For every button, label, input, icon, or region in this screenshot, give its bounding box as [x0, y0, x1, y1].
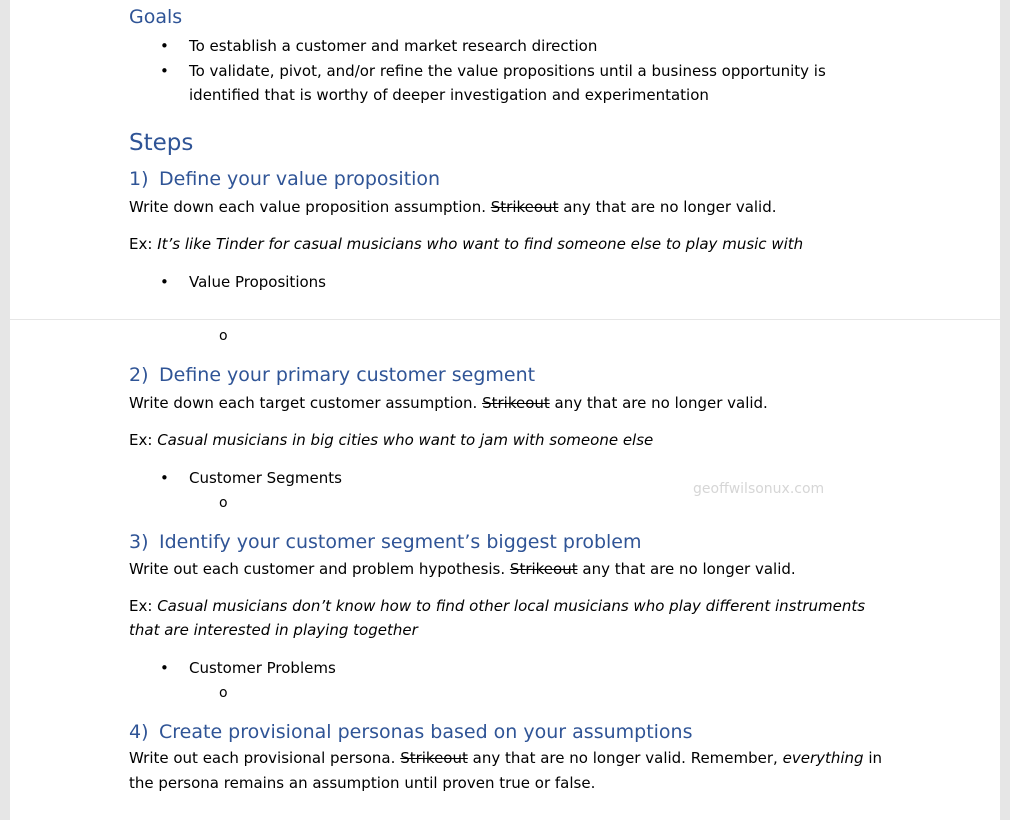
sub-bullet-icon: o [219, 495, 228, 511]
step-3-example [129, 597, 865, 615]
step-4-body-continued: the persona remains an assumption until proven true or false. [129, 774, 596, 792]
step-number: 1) [129, 168, 149, 190]
step-4-body [129, 749, 882, 767]
steps-heading: Steps [129, 130, 194, 156]
step-1-body [129, 198, 777, 216]
body-text: any that are no longer valid. [554, 394, 768, 412]
step-number: 3) [129, 531, 149, 553]
step-2-example [129, 431, 653, 449]
example-label: Ex: [129, 235, 153, 253]
body-text: in [868, 749, 883, 767]
strikeout-word: Strikeout [509, 560, 578, 578]
strikeout-word: Strikeout [482, 394, 550, 412]
body-text: Write out each customer and problem hypothesis. [129, 560, 506, 578]
bullet-icon: • [160, 273, 169, 291]
example-text: Casual musicians in big cities who want to jam with someone else [157, 431, 654, 449]
emphasis-text: everything [782, 749, 864, 767]
example-text: It’s like Tinder for casual musicians who want to find someone else to play music with [157, 235, 804, 253]
goal-item: To establish a customer and market research direction [189, 37, 598, 55]
body-text: Write down each value proposition assumption. [129, 198, 486, 216]
strikeout-word: Strikeout [400, 749, 468, 767]
goal-item: To validate, pivot, and/or refine the value propositions until a business opportunity is [189, 62, 826, 80]
step-3-heading [129, 531, 642, 553]
strikeout-word: Strikeout [490, 198, 559, 216]
body-text: Write out each provisional persona. [129, 749, 396, 767]
step-title: Create provisional personas based on your assumptions [159, 721, 693, 743]
bullet-icon: • [160, 469, 169, 487]
example-label: Ex: [129, 431, 153, 449]
watermark: geoffwilsonux.com [693, 481, 825, 497]
step-2-body [129, 394, 768, 412]
step-number: 4) [129, 721, 149, 743]
step-3-body [129, 560, 796, 578]
goals-heading: Goals [129, 6, 183, 28]
document-page-2 [10, 320, 1000, 820]
sub-bullet-icon: o [219, 685, 228, 701]
example-text: Casual musicians don’t know how to find other local musicians who play different instruments [157, 597, 866, 615]
list-item: Customer Segments [189, 469, 342, 487]
step-3-example-continued: that are interested in playing together [129, 621, 418, 639]
body-text: any that are no longer valid. [563, 198, 777, 216]
example-label: Ex: [129, 597, 153, 615]
bullet-icon: • [160, 659, 169, 677]
body-text: any that are no longer valid. [582, 560, 796, 578]
bullet-icon: • [160, 62, 169, 80]
step-2-heading [129, 364, 535, 386]
document-page-1 [10, 0, 1000, 319]
list-item: Value Propositions [189, 273, 326, 291]
step-number: 2) [129, 364, 149, 386]
step-title: Define your primary customer segment [159, 364, 536, 386]
step-1-heading [129, 168, 440, 190]
body-text: any that are no longer valid. Remember, [472, 749, 778, 767]
step-title: Identify your customer segment’s biggest problem [159, 531, 642, 553]
goal-item-continued: identified that is worthy of deeper investigation and experimentation [189, 86, 709, 104]
list-item: Customer Problems [189, 659, 336, 677]
body-text: Write down each target customer assumption. [129, 394, 478, 412]
step-4-heading [129, 721, 693, 743]
sub-bullet-icon: o [219, 328, 228, 344]
bullet-icon: • [160, 37, 169, 55]
step-title: Define your value proposition [159, 168, 441, 190]
step-1-example [129, 235, 803, 253]
